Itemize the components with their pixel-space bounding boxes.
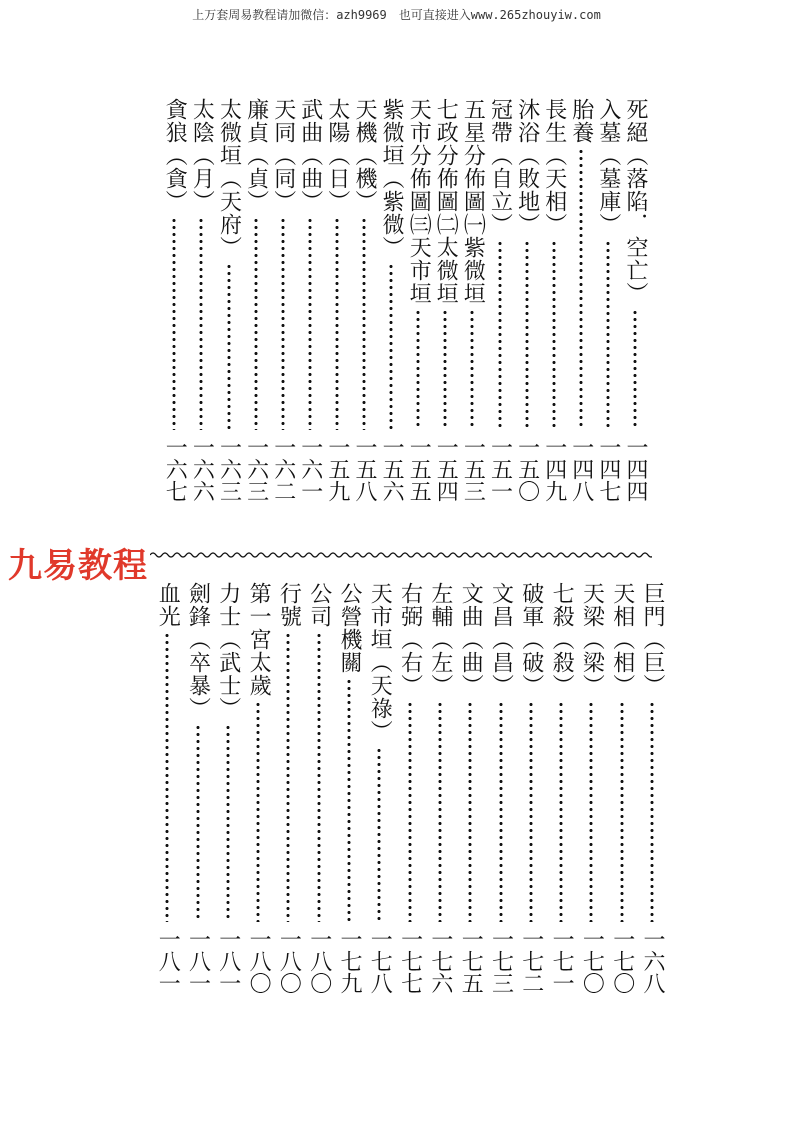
dot-leader (499, 701, 503, 922)
toc-entry-page: 一五四 (433, 436, 459, 502)
dot-leader (347, 678, 351, 922)
toc-entry-title: 冠帶（自立） (487, 98, 513, 236)
dot-leader (438, 701, 442, 922)
toc-entry (455, 582, 485, 1022)
toc-entry (512, 98, 542, 530)
toc-entry-page: 一四九 (541, 436, 567, 502)
toc-entry-title: 左輔（左） (427, 582, 453, 697)
toc-entry-page: 一四四 (623, 436, 648, 502)
toc-entry-title: 五星分佈圖㈠紫微垣 (460, 98, 486, 305)
toc-entry-page: 一八一 (185, 928, 211, 994)
dot-leader (317, 632, 321, 922)
toc-entry-title: 天機（機） (352, 98, 377, 213)
dot-leader (606, 240, 610, 430)
dot-leader (226, 724, 230, 922)
toc-entry-title: 劍鋒（卒暴） (185, 582, 211, 720)
toc-entry (268, 98, 298, 530)
dot-leader (633, 309, 637, 430)
toc-entry-title: 第一宮太歲 (246, 582, 272, 697)
toc-entry (364, 582, 394, 1022)
toc-entry-title: 貪狼（貪） (162, 98, 188, 213)
dot-leader (308, 217, 312, 430)
dot-leader (335, 217, 339, 430)
toc-entry-title: 天市垣（天祿） (367, 582, 393, 743)
dot-leader (552, 240, 556, 430)
toc-entry (213, 582, 243, 1022)
toc-entry-page: 一五八 (352, 436, 377, 502)
toc-entry (376, 98, 406, 530)
toc-entry-title: 天梁（梁） (579, 582, 605, 697)
dot-leader (498, 240, 502, 430)
toc-entry (486, 582, 516, 1022)
toc-entry (152, 582, 182, 1022)
dot-leader (281, 217, 285, 430)
dot-leader (589, 701, 593, 922)
dot-leader (408, 701, 412, 922)
toc-entry-page: 一五三 (460, 436, 486, 502)
toc-entry-title: 入墓（墓庫） (595, 98, 621, 236)
dot-leader (172, 217, 176, 430)
toc-entry-title: 死絕（落陷．空亡） (623, 98, 648, 305)
toc-entry-page: 一五五 (406, 436, 432, 502)
header-banner: 上万套周易教程请加微信：azh9969 也可直接进入www.265zhouyiw.com (192, 8, 601, 22)
toc-entry (243, 582, 273, 1022)
toc-entry-title: 太陰（月） (189, 98, 215, 213)
toc-entry (322, 98, 352, 530)
toc-entry (241, 98, 271, 530)
toc-entry-page: 一六三 (243, 436, 269, 502)
dot-leader (286, 632, 290, 922)
toc-entry-title: 七政分佈圖㈡太微垣 (433, 98, 459, 305)
dot-leader (256, 701, 260, 922)
toc-entry-page: 一七一 (549, 928, 575, 994)
toc-entry (159, 98, 189, 530)
toc-entry-page: 一七八 (367, 928, 393, 994)
toc-entry-page: 一八一 (215, 928, 241, 994)
dot-leader (377, 747, 381, 922)
toc-entry-page: 一七〇 (609, 928, 635, 994)
toc-entry-page: 一七二 (518, 928, 544, 994)
dot-leader (559, 701, 563, 922)
toc-entry (620, 98, 650, 530)
toc-entry (516, 582, 546, 1022)
toc-entry (546, 582, 576, 1022)
toc-entry-title: 太微垣（天府） (216, 98, 242, 259)
toc-entry (295, 98, 325, 530)
wave-line (150, 553, 652, 557)
toc-entry-title: 血光 (155, 582, 181, 628)
toc-entry-title: 七殺（殺） (549, 582, 575, 697)
toc-entry (334, 582, 364, 1022)
toc-entry-page: 一七九 (337, 928, 362, 994)
dot-leader (620, 701, 624, 922)
toc-entry (607, 582, 637, 1022)
toc-entry (430, 98, 460, 530)
toc-entry (566, 98, 596, 530)
toc-entry-page: 一五六 (379, 436, 405, 502)
toc-entry (637, 582, 667, 1022)
toc-entry-page: 一六一 (297, 436, 323, 502)
toc-entry-page: 一五一 (487, 436, 513, 502)
toc-entry-page: 一六八 (640, 928, 665, 994)
toc-entry-title: 破軍（破） (518, 582, 544, 697)
dot-leader (468, 701, 472, 922)
toc-entry (593, 98, 623, 530)
toc-entry-title: 天市分佈圖㈢天市垣 (406, 98, 432, 305)
toc-entry-title: 天相（相） (609, 582, 635, 697)
dot-leader (525, 240, 529, 430)
toc-entry-title: 公司 (306, 582, 332, 628)
toc-entry-page: 一八〇 (246, 928, 272, 994)
dot-leader (579, 148, 583, 430)
toc-entry-page: 一七五 (458, 928, 484, 994)
dot-leader (254, 217, 258, 430)
wave-divider (150, 548, 652, 562)
dot-leader (650, 701, 654, 922)
dot-leader (443, 309, 447, 430)
toc-entry (485, 98, 515, 530)
toc-entry (457, 98, 487, 530)
toc-entry (349, 98, 379, 530)
toc-entry-page: 一六六 (189, 436, 215, 502)
toc-entry-title: 武曲（曲） (297, 98, 323, 213)
toc-entry-page: 一五〇 (514, 436, 540, 502)
dot-leader (470, 309, 474, 430)
toc-entry-page: 一七六 (427, 928, 453, 994)
toc-entry-page: 一七七 (397, 928, 423, 994)
toc-entry-title: 太陽（日） (324, 98, 350, 213)
toc-entry-title: 公營機關 (337, 582, 362, 674)
dot-leader (389, 263, 393, 430)
dot-leader (165, 632, 169, 922)
toc-entry (214, 98, 244, 530)
toc-entry-title: 行號 (276, 582, 302, 628)
dot-leader (529, 701, 533, 922)
toc-entry (425, 582, 455, 1022)
toc-entry-page: 一八一 (155, 928, 181, 994)
toc-entry-page: 一六七 (162, 436, 188, 502)
toc-entry-title: 巨門（巨） (640, 582, 665, 697)
toc-entry-page: 一八〇 (276, 928, 302, 994)
dot-leader (227, 263, 231, 430)
toc-entry-title: 力士（武士） (215, 582, 241, 720)
toc-entry (304, 582, 334, 1022)
toc-entry-page: 一五九 (324, 436, 350, 502)
toc-entry (395, 582, 425, 1022)
toc-entry-title: 廉貞（貞） (243, 98, 269, 213)
toc-entry-page: 一六二 (270, 436, 296, 502)
toc-entry (539, 98, 569, 530)
toc-entry-page: 一七三 (488, 928, 514, 994)
toc-entry-title: 天同（同） (270, 98, 296, 213)
toc-entry-title: 胎養 (568, 98, 594, 144)
toc-entry (576, 582, 606, 1022)
dot-leader (416, 309, 420, 430)
toc-entry-title: 紫微垣（紫微） (379, 98, 405, 259)
toc-entry-title: 文昌（昌） (488, 582, 514, 697)
toc-entry-page: 一六三 (216, 436, 242, 502)
toc-entry-page: 一四八 (568, 436, 594, 502)
dot-leader (199, 217, 203, 430)
toc-entry-page: 一四七 (595, 436, 621, 502)
brand-logo: 九易教程 (8, 546, 148, 586)
toc-entry (273, 582, 303, 1022)
toc-entry-page: 一七〇 (579, 928, 605, 994)
dot-leader (196, 724, 200, 922)
toc-entry-page: 一八〇 (306, 928, 332, 994)
toc-entry (186, 98, 216, 530)
toc-entry (183, 582, 213, 1022)
toc-entry (403, 98, 433, 530)
dot-leader (362, 217, 366, 430)
toc-entry-title: 文曲（曲） (458, 582, 484, 697)
toc-entry-title: 右弼（右） (397, 582, 423, 697)
toc-entry-title: 沐浴（敗地） (514, 98, 540, 236)
toc-entry-title: 長生（天相） (541, 98, 567, 236)
